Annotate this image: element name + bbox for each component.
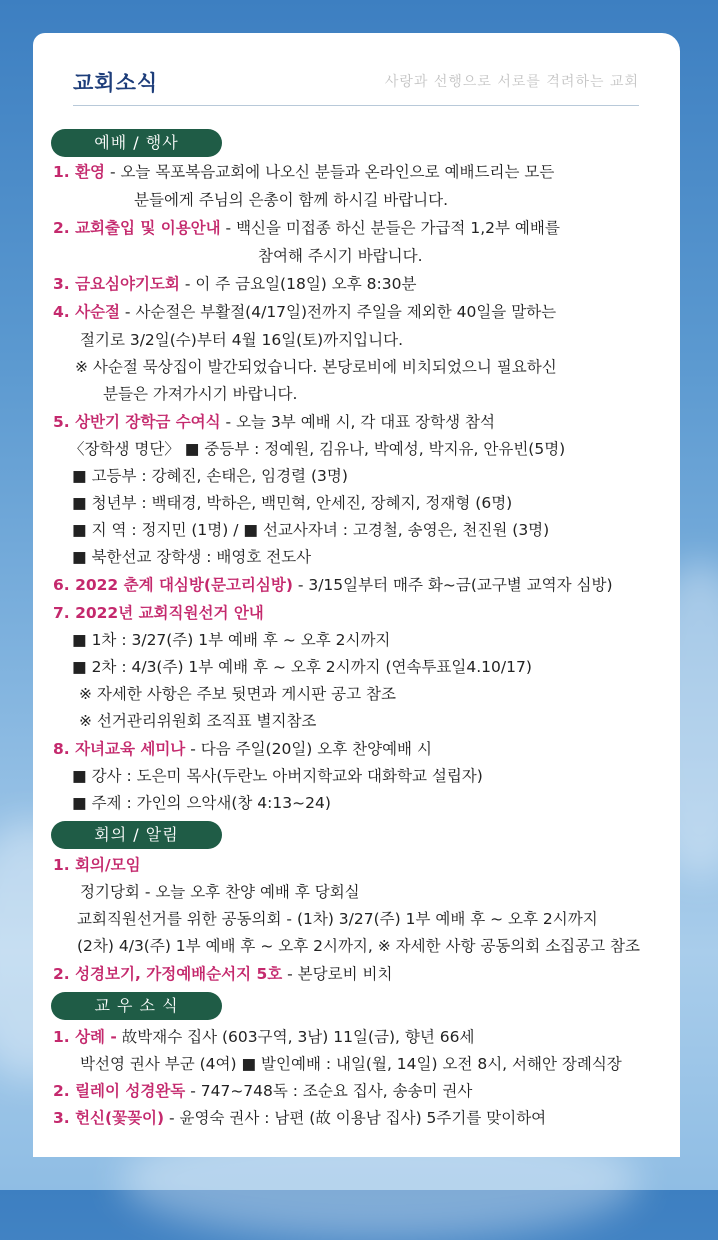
item-heading: 8. 자녀교육 세미나 [53, 740, 186, 758]
item-lent-note: ※ 사순절 묵상집이 발간되었습니다. 본당로비에 비치되었으니 필요하신 [75, 358, 557, 376]
section-worship-events: 예배 / 행사 [51, 129, 222, 157]
item-heading: 3. 금요심야기도회 [53, 275, 180, 293]
item-text: - 이 주 금요일(18일) 오후 8:30분 [179, 275, 417, 293]
item-heading: 3. 헌신(꽃꽂이) [53, 1109, 165, 1127]
item-election [53, 602, 264, 624]
news-card [33, 33, 680, 1157]
church-slogan: 사랑과 선행으로 서로를 격려하는 교회 [384, 74, 639, 90]
item-seminar [53, 738, 432, 760]
scholarship-list-middle: 〈장학생 명단〉 ■ 중등부 : 정예원, 김유나, 박예성, 박지유, 안유빈(5명) [69, 440, 566, 458]
item-welcome [53, 161, 554, 183]
election-round1: ■ 1차 : 3/27(주) 1부 예배 후 ~ 오후 2시까지 [72, 631, 391, 649]
seminar-topic: ■ 주제 : 가인의 으악새(창 4:13~24) [72, 794, 331, 812]
item-text: - 3/15일부터 매주 화~금(교구별 교역자 심방) [292, 576, 613, 594]
election-note1: ※ 자세한 사항은 주보 뒷면과 게시판 공고 참조 [79, 685, 396, 703]
item-bible-reading [53, 963, 392, 985]
item-meetings [53, 854, 141, 876]
item-heading: 7. 2022년 교회직원선거 안내 [53, 604, 264, 622]
item-heading: 1. 환영 [53, 163, 106, 181]
item-welcome-cont: 분들에게 주님의 은총이 함께 하시길 바랍니다. [134, 191, 449, 209]
election-round2: ■ 2차 : 4/3(주) 1부 예배 후 ~ 오후 2시까지 (연속투표일4.10/17) [72, 658, 532, 676]
item-text: - 백신을 미접종 하신 분들은 가급적 1,2부 예배를 [220, 219, 560, 237]
page-title: 교회소식 [73, 71, 159, 95]
item-text: - 윤영숙 권사 : 남편 (故 이용남 집사) 5주기를 맞이하여 [164, 1109, 547, 1127]
section-member-news: 교 우 소 식 [51, 992, 222, 1020]
section-meetings-notices: 회의 / 알림 [51, 821, 222, 849]
scholarship-list-youth: ■ 청년부 : 백태경, 박하은, 백민혁, 안세진, 장혜지, 정재형 (6명) [72, 494, 513, 512]
item-friday-prayer [53, 273, 416, 295]
meeting-congregation-cont: (2차) 4/3(주) 1부 예배 후 ~ 오후 2시까지, ※ 자세한 사항 공동의회 소집공고 참조 [77, 937, 640, 955]
item-heading: 5. 상반기 장학금 수여식 [53, 413, 221, 431]
item-text: - 다음 주일(20일) 오후 찬양예배 시 [185, 740, 432, 758]
item-text: - 오늘 3부 예배 시, 각 대표 장학생 참석 [220, 413, 495, 431]
seminar-speaker: ■ 강사 : 도은미 목사(두란노 아버지학교와 대화학교 설립자) [72, 767, 483, 785]
item-lent [53, 301, 556, 323]
scholarship-list-high: ■ 고등부 : 강혜진, 손태은, 임경렬 (3명) [72, 467, 348, 485]
item-text: - 사순절은 부활절(4/17일)전까지 주일을 제외한 40일을 말하는 [120, 303, 557, 321]
item-heading: 1. 상례 - [53, 1028, 117, 1046]
item-heading: 2. 교회출입 및 이용안내 [53, 219, 221, 237]
item-heading: 4. 사순절 [53, 303, 120, 321]
item-heading: 1. 회의/모임 [53, 856, 141, 874]
item-lent-note-cont: 분들은 가져가시기 바랍니다. [103, 385, 298, 403]
item-church-access-cont: 참여해 주시기 바랍니다. [258, 247, 423, 265]
meeting-session: 정기당회 - 오늘 오후 찬양 예배 후 당회실 [80, 883, 360, 901]
item-heading: 2. 릴레이 성경완독 [53, 1082, 186, 1100]
item-scholarship [53, 411, 495, 433]
item-visitation [53, 574, 613, 596]
item-text: - 본당로비 비치 [282, 965, 393, 983]
item-heading: 2. 성경보기, 가정예배순서지 5호 [53, 965, 283, 983]
funeral-details: 박선영 권사 부군 (4여) ■ 발인예배 : 내일(월, 14일) 오전 8시, 서해안 장례식장 [80, 1055, 622, 1073]
scholarship-list-nk: ■ 북한선교 장학생 : 배영호 전도사 [72, 548, 312, 566]
page-header [73, 73, 639, 106]
item-text: - 오늘 목포복음교회에 나오신 분들과 온라인으로 예배드리는 모든 [105, 163, 555, 181]
item-text: 故박재수 집사 (603구역, 3남) 11일(금), 향년 66세 [116, 1028, 475, 1046]
item-relay-reading [53, 1080, 472, 1102]
election-note2: ※ 선거관리위원회 조직표 별지참조 [79, 712, 317, 730]
scholarship-list-region: ■ 지 역 : 정지민 (1명) / ■ 선교사자녀 : 고경철, 송영은, 천진원 (3명) [72, 521, 550, 539]
item-lent-cont: 절기로 3/2일(수)부터 4월 16일(토)까지입니다. [80, 331, 404, 349]
item-flower-dedication [53, 1107, 546, 1129]
item-text: - 747~748독 : 조순요 집사, 송송미 권사 [185, 1082, 473, 1100]
item-funeral [53, 1026, 474, 1048]
item-heading: 6. 2022 춘계 대심방(문고리심방) [53, 576, 293, 594]
item-church-access [53, 217, 560, 239]
meeting-congregation: 교회직원선거를 위한 공동의회 - (1차) 3/27(주) 1부 예배 후 ~ 오후 2시까지 [77, 910, 598, 928]
